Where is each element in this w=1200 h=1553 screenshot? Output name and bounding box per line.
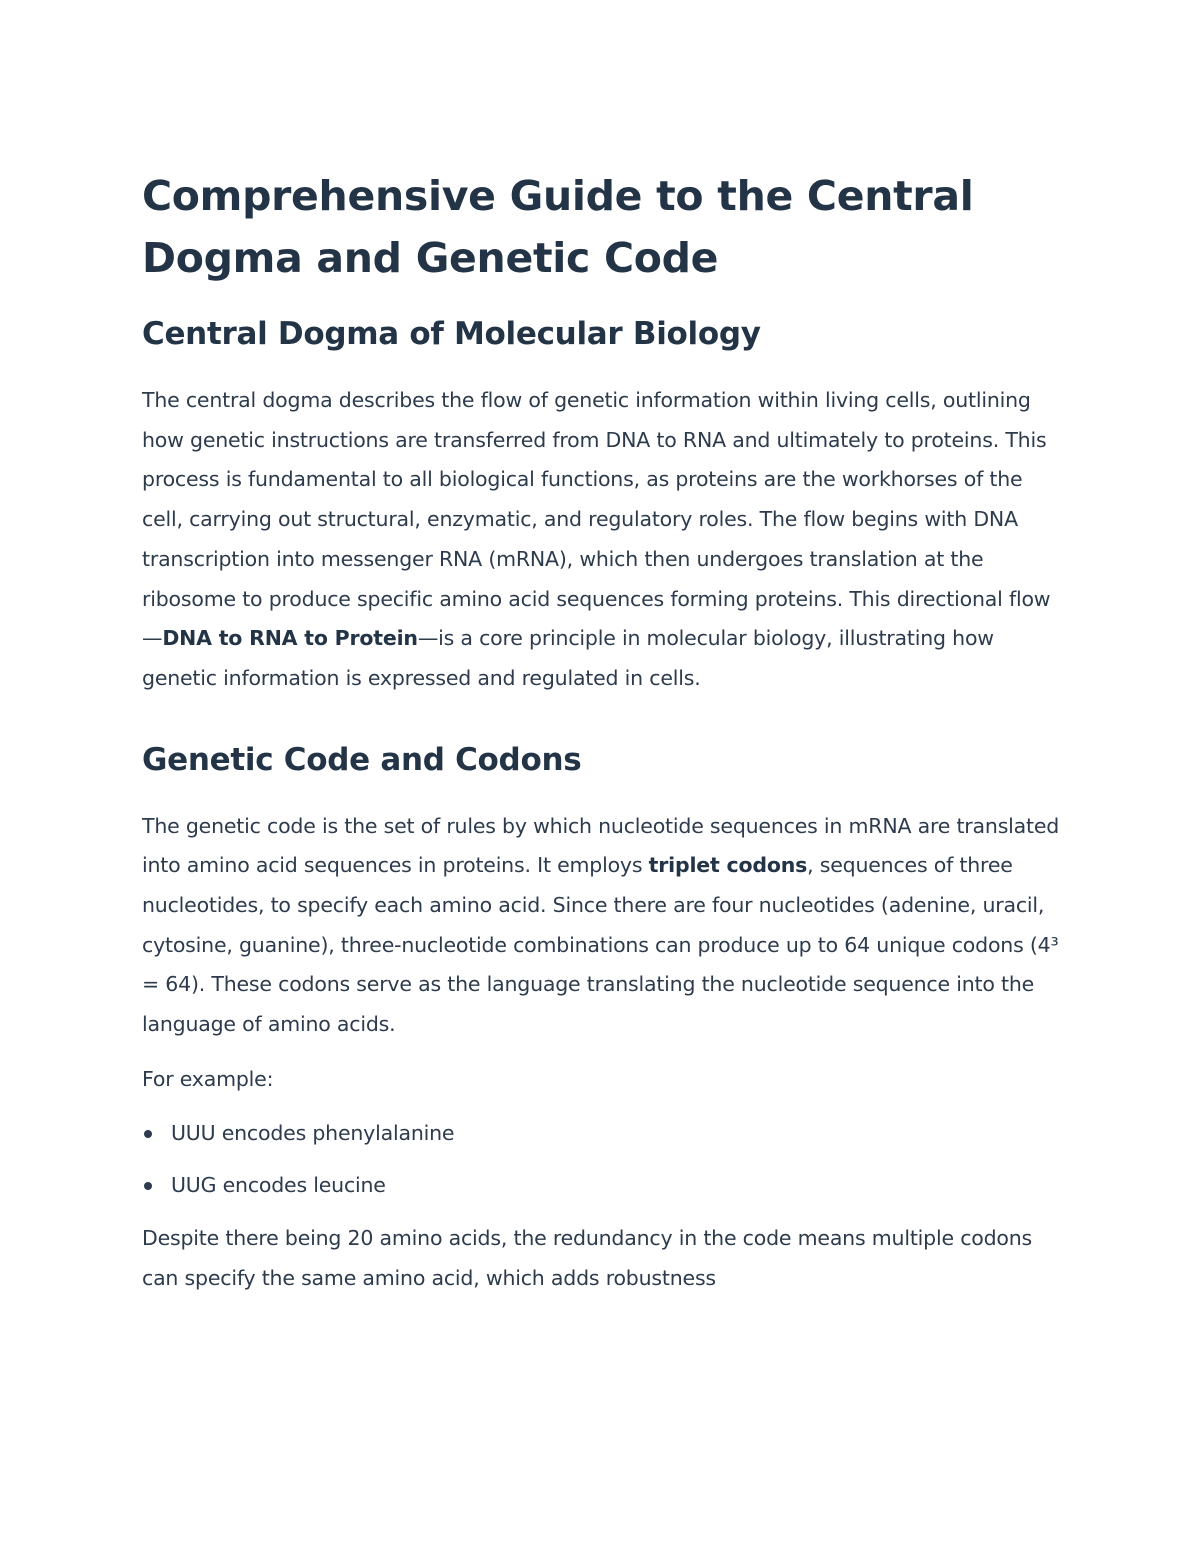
section-heading-genetic-code: Genetic Code and Codons — [142, 741, 582, 778]
document-title: Comprehensive Guide to the Central Dogma and Genetic Code — [142, 172, 974, 282]
paragraph-text: The genetic code is the set of rules by which nucleotide sequences in mRNA are translated into amino acid sequences in proteins. It employs — [142, 813, 1060, 878]
section-heading-central-dogma: Central Dogma of Molecular Biology — [142, 316, 761, 352]
genetic-code-paragraph — [142, 807, 1062, 1045]
example-intro: For example: — [142, 1066, 274, 1091]
redundancy-paragraph: Despite there being 20 amino acids, the redundancy in the code means multiple codons can specify the same amino acid, which adds robustness — [142, 1225, 1033, 1290]
list-item-text: UUU encodes phenylalanine — [171, 1120, 455, 1145]
bullet-icon — [144, 1130, 152, 1138]
list-item — [142, 1114, 1062, 1154]
paragraph-text: , sequences of three nucleotides, to specify each amino acid. Since there are four nucleotides (adenine, uracil, cytosine, guanine), three-nucleotide combinations can produce up to 64 unique codons (4³ = 64). These codons serve as the language translating the nucleotide sequence into the language of amino acids. — [142, 853, 1059, 1037]
paragraph-text: The central dogma describes the flow of genetic information within living cells, outlining how genetic instructions are transferred from DNA to RNA and ultimately to proteins. This process is fundamental to all biological functions, as proteins are the workhorses of the cell, carrying out structural, enzymatic, and regulatory roles. The flow begins with DNA transcription into messenger RNA (mRNA), which then undergoes translation at the ribosome to produce specific amino acid sequences forming proteins. This directional flow— — [142, 388, 1051, 651]
codon-example-list — [142, 1114, 1062, 1206]
list-item — [142, 1166, 1062, 1206]
bold-phrase: triplet codons — [648, 853, 808, 878]
list-item-text: UUG encodes leucine — [171, 1173, 386, 1198]
bullet-icon — [144, 1182, 152, 1190]
document-page — [142, 165, 1062, 1298]
bold-phrase: DNA to RNA to Protein — [162, 626, 418, 651]
central-dogma-paragraph — [142, 381, 1062, 699]
paragraph-text: —is a core principle in molecular biology, illustrating how genetic information is expressed and regulated in cells. — [142, 626, 994, 690]
